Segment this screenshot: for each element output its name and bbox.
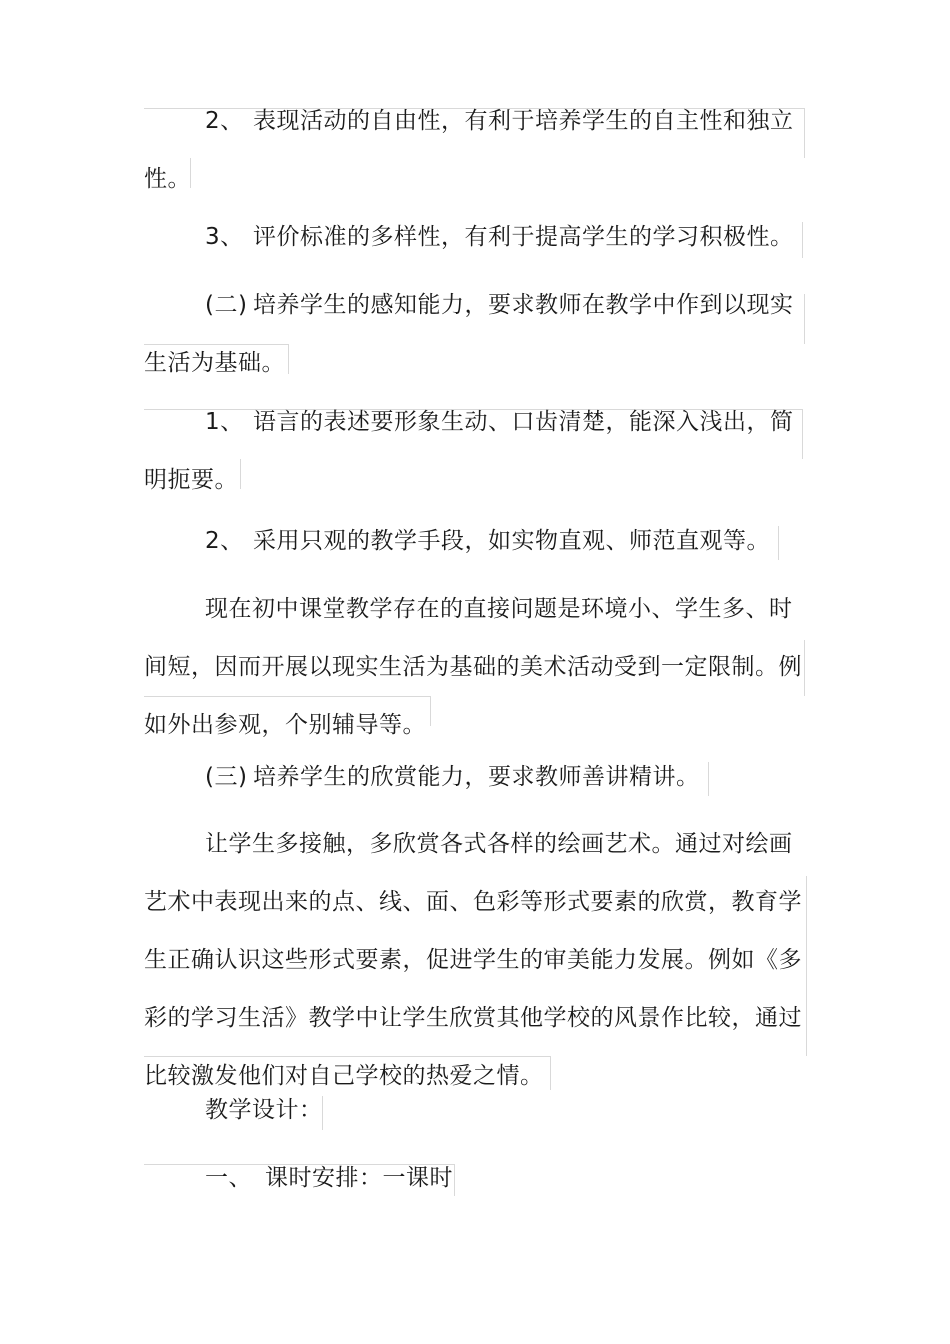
paragraph-line: 培养学生的感知能力，要求教师在教学中作到以现实 [253,292,794,318]
item-number: 一、 [205,1165,252,1191]
paragraph-art-appreciation [144,815,814,1105]
paragraph-line: 比较激发他们对自己学校的热爱之情。 [144,1063,544,1089]
paragraph-line: 如外出参观，个别辅导等。 [144,712,426,738]
section-number: (二) [205,292,248,318]
paragraph-line: 教学设计： [205,1097,323,1123]
paragraph-item-2-visual [144,512,814,570]
paragraph-section-3-appreciation [144,748,814,806]
item-number: 3、 [205,224,244,250]
paragraph-line: 性。 [144,166,191,192]
paragraph-line: 培养学生的欣赏能力，要求教师善讲精讲。 [253,764,700,790]
paragraph-teaching-design [144,1081,814,1139]
paragraph-line: 表现活动的自由性，有利于培养学生的自主性和独立 [253,108,794,134]
paragraph-line: 生正确认识这些形式要素，促进学生的审美能力发展。例如《多 [144,947,802,973]
paragraph-line: 课时安排：一课时 [265,1165,453,1191]
paragraph-line: 艺术中表现出来的点、线、面、色彩等形式要素的欣赏，教育学 [144,889,802,915]
paragraph-line: 语言的表述要形象生动、口齿清楚，能深入浅出，简 [253,409,794,435]
paragraph-line: 明扼要。 [144,467,238,493]
paragraph-section-2-perception [144,276,814,392]
paragraph-item-2-freedom [144,92,814,208]
paragraph-item-1-language [144,393,814,509]
item-number: 2、 [205,528,244,554]
paragraph-item-3-evaluation [144,208,814,266]
paragraph-line: 生活为基础。 [144,350,285,376]
paragraph-line: 间短，因而开展以现实生活为基础的美术活动受到一定限制。例 [144,654,802,680]
section-number: (三) [205,764,248,790]
paragraph-line: 采用只观的教学手段，如实物直观、师范直观等。 [253,528,770,554]
paragraph-line: 评价标准的多样性，有利于提高学生的学习积极性。 [253,224,794,250]
item-number: 2、 [205,108,244,134]
paragraph-line: 让学生多接触，多欣赏各式各样的绘画艺术。通过对绘画 [205,831,793,857]
paragraph-line: 现在初中课堂教学存在的直接问题是环境小、学生多、时 [205,596,793,622]
paragraph-current-problems [144,580,814,754]
paragraph-line: 彩的学习生活》教学中让学生欣赏其他学校的风景作比较，通过 [144,1005,802,1031]
item-number: 1、 [205,409,244,435]
paragraph-item-1-schedule [144,1149,814,1207]
